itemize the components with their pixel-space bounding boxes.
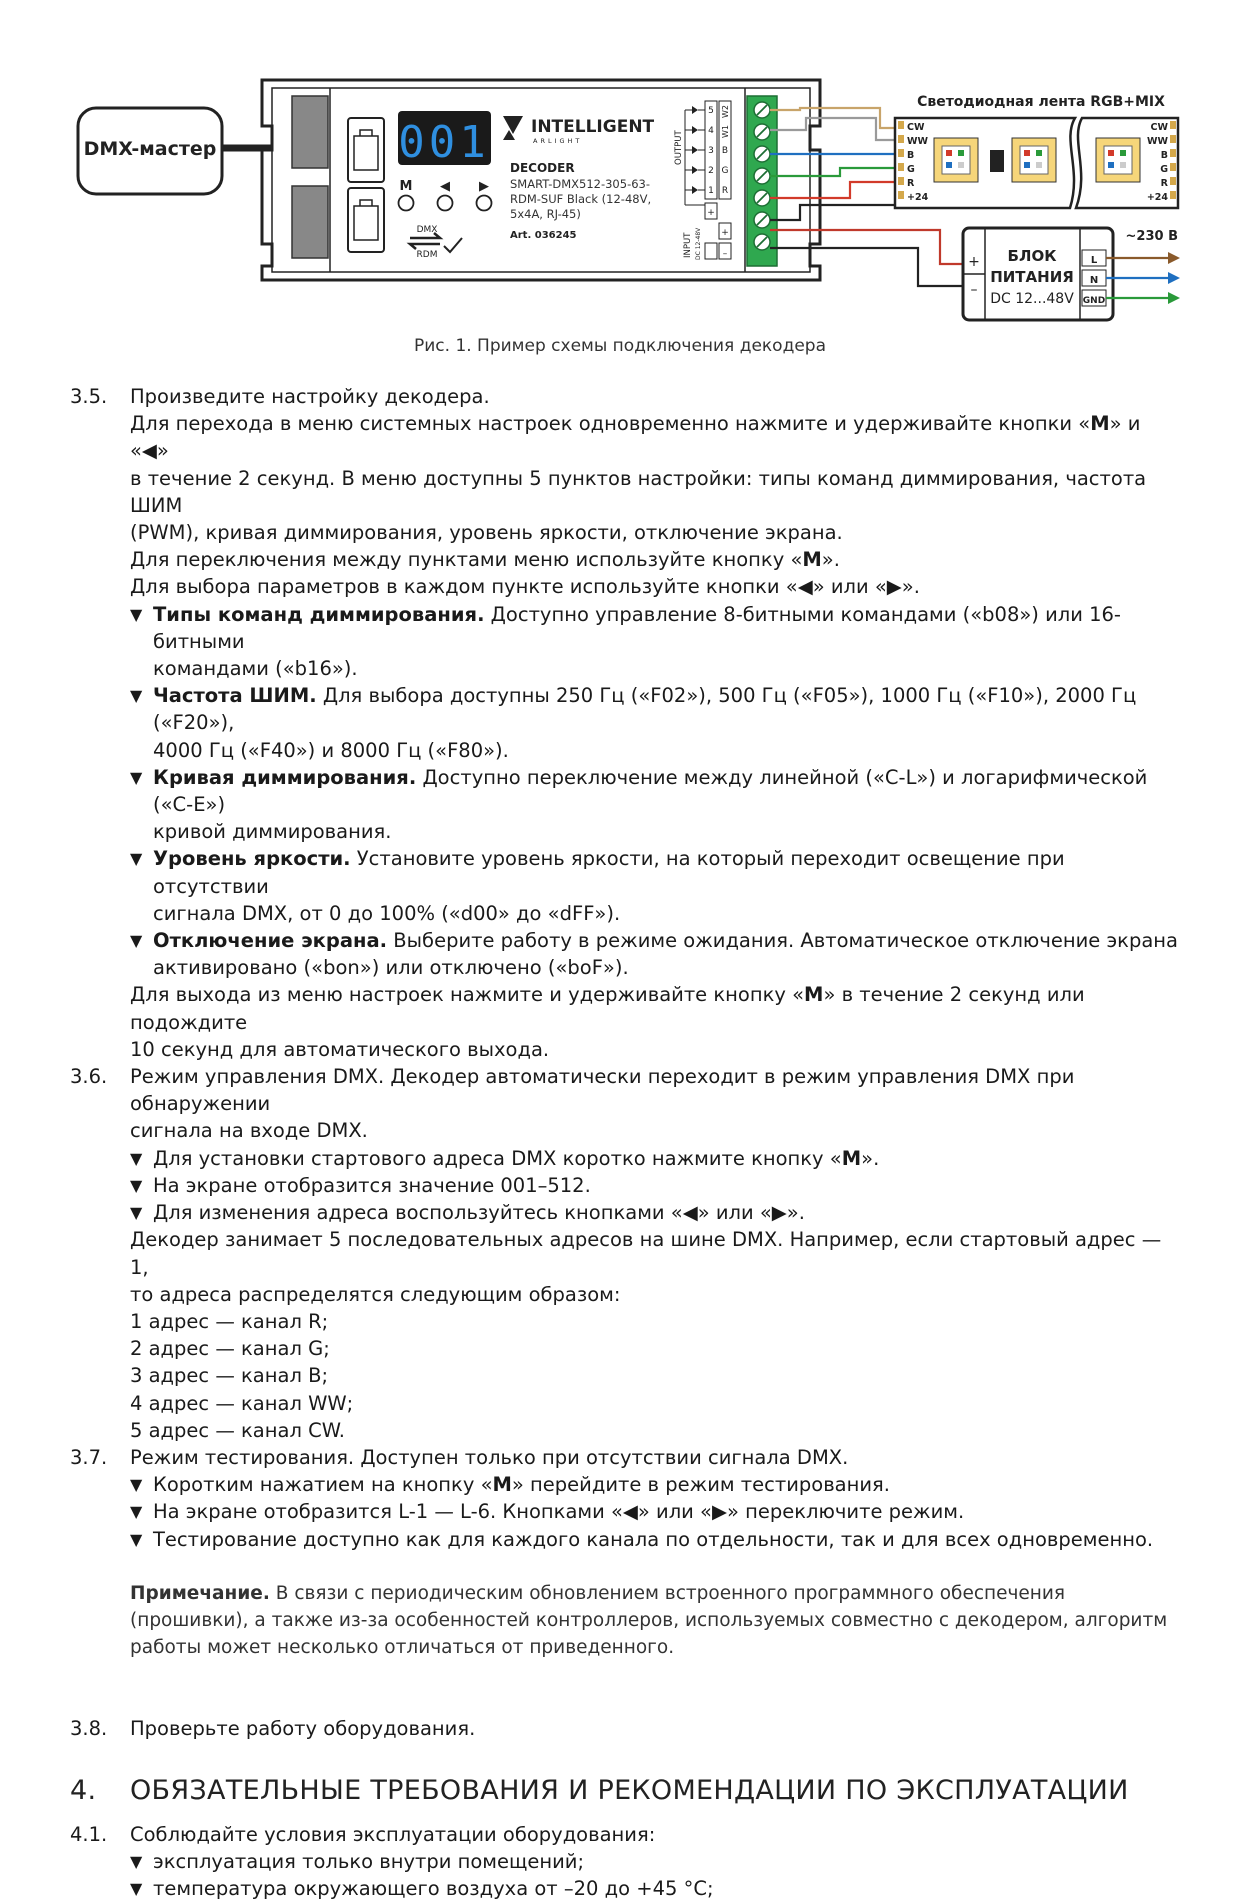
power-supply xyxy=(963,228,1113,320)
strip-pin-right: +24 xyxy=(1146,192,1168,203)
channel-name: W1 xyxy=(721,125,730,138)
psu-title-2: ПИТАНИЯ xyxy=(990,268,1074,286)
paragraph-line: Проверьте работу оборудования. xyxy=(130,1717,476,1741)
note-block: Примечание. В связи с периодическим обновлением встроенного программного обеспечения (прошивки), а также из-за особенностей контроллеров, используемых совместно с декодером, алгоритм работы может несколько отличаться от приведенного. xyxy=(130,1582,1168,1659)
strip-pin-right: WW xyxy=(1147,136,1168,147)
channel-name: W2 xyxy=(721,105,730,118)
paragraph-line: сигнала на входе DMX. xyxy=(130,1119,368,1143)
bullet-item: ▼ Кривая диммирования. Доступно переключение между линейной («C-L») и логарифмической («C-E») кривой диммирования. xyxy=(130,764,1180,846)
paragraph-line: Для переключения между пунктами меню используйте кнопку «M». xyxy=(130,548,840,572)
bullet-item: ▼ Уровень яркости. Установите уровень яркости, на который переходит освещение при отсутствии сигнала DMX, от 0 до 100% («d00» до «dFF»). xyxy=(130,845,1180,927)
psu-title-1: БЛОК xyxy=(1007,247,1057,265)
paragraph-line: 10 секунд для автоматического выхода. xyxy=(130,1037,550,1061)
note-label: Примечание. xyxy=(130,1582,270,1604)
input-label: INPUT xyxy=(683,232,693,258)
wiring-diagram xyxy=(0,0,1240,340)
psu-plus: + xyxy=(968,254,980,270)
bullet-triangle-icon: ▼ xyxy=(130,849,143,869)
strip-pin-right: R xyxy=(1160,178,1168,189)
section-number: 4.1. xyxy=(70,1822,108,1846)
psu-minus: – xyxy=(970,282,978,298)
strip-pin-left: R xyxy=(907,178,915,189)
bullet-triangle-icon: ▼ xyxy=(130,1851,143,1871)
psu-terminal: N xyxy=(1089,275,1099,286)
bullet-item: ▼ На экране отобразится L-1 — L-6. Кнопками «◀» или «▶» переключите режим. xyxy=(130,1498,1180,1525)
bullet-triangle-icon: ▼ xyxy=(130,1475,143,1495)
strip-title: Светодиодная лента RGB+MIX xyxy=(917,94,1165,110)
paragraph-line: Режим тестирования. Доступен только при отсутствии сигнала DMX. xyxy=(130,1445,849,1469)
paragraph-line: в течение 2 секунд. В меню доступны 5 пунктов настройки: типы команд диммирования, частота ШИМ xyxy=(130,466,1147,517)
bullet-item: ▼ Тестирование доступно как для каждого канала по отдельности, так и для всех одновременно. xyxy=(130,1526,1180,1553)
mains-wires xyxy=(1106,252,1180,304)
led-chip-icon xyxy=(1096,138,1140,182)
display-value: 001 xyxy=(398,117,490,168)
dmx-master-label: DMX-мастер xyxy=(83,138,217,160)
strip-pin-left: +24 xyxy=(907,192,929,203)
model-line-1: SMART-DMX512-305-63- xyxy=(510,177,650,191)
bullet-triangle-icon: ▼ xyxy=(130,604,143,624)
input-sub-label: DC 12-48V xyxy=(695,227,702,260)
psu-voltage: DC 12...48V xyxy=(990,291,1074,307)
address-line: 5 адрес — канал CW. xyxy=(130,1418,345,1442)
minus-label: – xyxy=(722,249,728,259)
channel-name: R xyxy=(721,186,729,196)
plus-label: + xyxy=(721,228,729,238)
button-right-label: ▶ xyxy=(479,179,489,194)
paragraph-line: то адреса распределятся следующим образом: xyxy=(130,1282,621,1306)
paragraph-line: Для выбора параметров в каждом пункте используйте кнопки «◀» или «▶». xyxy=(130,575,920,599)
psu-terminal: L xyxy=(1090,255,1098,266)
paragraph-line: (PWM), кривая диммирования, уровень яркости, отключение экрана. xyxy=(130,521,843,545)
address-line: 4 адрес — канал WW; xyxy=(130,1391,354,1415)
bullet-item: ▼ Для изменения адреса воспользуйтесь кнопками «◀» или «▶». xyxy=(130,1199,1180,1226)
bullet-item: ▼ Типы команд диммирования. Доступно управление 8-битными командами («b08») или 16-битными командами («b16»). xyxy=(130,601,1180,683)
bullet-triangle-icon: ▼ xyxy=(130,1878,143,1898)
channel-num: 3 xyxy=(708,146,714,156)
model-line-3: 5x4A, RJ-45) xyxy=(510,207,581,221)
paragraph-line: Для выхода из меню настроек нажмите и удерживайте кнопку «M» в течение 2 секунд или подождите xyxy=(130,983,1085,1034)
section-number: 3.8. xyxy=(70,1717,108,1741)
plus-label: + xyxy=(707,208,715,218)
channel-num: 1 xyxy=(708,186,714,196)
section-3-7 xyxy=(70,1444,1180,1471)
heading-text: ОБЯЗАТЕЛЬНЫЕ ТРЕБОВАНИЯ И РЕКОМЕНДАЦИИ ПО ЭКСПЛУАТАЦИИ xyxy=(130,1774,1129,1806)
section-3-5 xyxy=(70,383,1180,410)
bullet-item: ▼ Отключение экрана. Выберите работу в режиме ожидания. Автоматическое отключение экрана активировано («bon») или отключено («boF»). xyxy=(130,927,1180,981)
bullet-triangle-icon: ▼ xyxy=(130,767,143,787)
output-label: OUTPUT xyxy=(674,130,684,165)
bullet-triangle-icon: ▼ xyxy=(130,1175,143,1195)
button-right xyxy=(477,196,492,211)
button-m-label: M xyxy=(399,179,413,194)
section-4-1 xyxy=(70,1821,1180,1848)
paragraph-line: Для перехода в меню системных настроек одновременно нажмите и удерживайте кнопки «M» и «◀» xyxy=(130,412,1141,463)
led-chip-icon xyxy=(934,138,978,182)
bullet-triangle-icon: ▼ xyxy=(130,1148,143,1168)
terminal-block xyxy=(747,96,777,266)
address-line: 3 адрес — канал B; xyxy=(130,1364,329,1388)
bullet-triangle-icon: ▼ xyxy=(130,1502,143,1522)
address-line: 2 адрес — канал G; xyxy=(130,1337,330,1361)
bullet-triangle-icon: ▼ xyxy=(130,1529,143,1549)
bullet-item: ▼ Коротким нажатием на кнопку «M» перейдите в режим тестирования. xyxy=(130,1471,1180,1498)
paragraph-line: Режим управления DMX. Декодер автоматически переходит в режим управления DMX при обнаружении xyxy=(130,1065,1075,1116)
channel-num: 4 xyxy=(708,126,714,136)
strip-pin-right: CW xyxy=(1150,122,1168,133)
bullet-item: ▼ На экране отобразится значение 001–512. xyxy=(130,1172,1180,1199)
address-line: 1 адрес — канал R; xyxy=(130,1309,329,1333)
bullet-item: ▼ температура окружающего воздуха от –20 до +45 °C; xyxy=(130,1875,1180,1902)
led-strip xyxy=(895,118,1178,208)
bullet-triangle-icon: ▼ xyxy=(130,931,143,951)
button-left xyxy=(438,196,453,211)
strip-pin-left: CW xyxy=(907,122,925,133)
mains-label: ~230 В xyxy=(1125,229,1178,244)
led-chip-icon xyxy=(1012,138,1056,182)
bullet-item: ▼ Частота ШИМ. Для выбора доступны 250 Гц («F02»), 500 Гц («F05»), 1000 Гц («F10»), 2000 Гц («F20»), 4000 Гц («F40») и 8000 Гц («F80»). xyxy=(130,682,1180,764)
section-3-8 xyxy=(70,1715,1180,1742)
section-3-6 xyxy=(70,1063,1180,1117)
strip-pin-right: G xyxy=(1160,164,1168,175)
channel-name: B xyxy=(721,146,729,156)
psu-terminal: GND xyxy=(1082,296,1106,306)
bullet-item: ▼ эксплуатация только внутри помещений; xyxy=(130,1848,1180,1875)
rdm-indicator-label: RDM xyxy=(416,250,438,260)
section-number: 3.7. xyxy=(70,1445,108,1469)
paragraph-line: Декодер занимает 5 последовательных адресов на шине DMX. Например, если стартовый адрес — 1, xyxy=(130,1228,1162,1279)
figure-caption: Рис. 1. Пример схемы подключения декодера xyxy=(413,336,826,356)
bullet-item: ▼ Для установки стартового адреса DMX коротко нажмите кнопку «M». xyxy=(130,1145,1180,1172)
device-type: DECODER xyxy=(510,161,575,175)
dmx-indicator-label: DMX xyxy=(416,225,438,235)
brand-name: INTELLIGENT xyxy=(531,117,655,137)
brand-sub: ARLIGHT xyxy=(533,137,583,145)
article-number: Art. 036245 xyxy=(510,230,577,241)
strip-pin-left: WW xyxy=(907,136,928,147)
strip-pin-left: B xyxy=(907,150,915,161)
section-number: 3.6. xyxy=(70,1065,108,1089)
bullet-triangle-icon: ▼ xyxy=(130,686,143,706)
button-left-label: ◀ xyxy=(440,179,450,194)
channel-num: 5 xyxy=(708,106,714,116)
paragraph-line: Соблюдайте условия эксплуатации оборудования: xyxy=(130,1822,656,1846)
section-number: 3.5. xyxy=(70,385,108,408)
button-m xyxy=(399,196,414,211)
channel-num: 2 xyxy=(708,166,714,176)
model-line-2: RDM-SUF Black (12-48V, xyxy=(510,192,652,206)
document-body xyxy=(70,383,1180,1902)
channel-name: G xyxy=(721,166,729,176)
strip-pin-right: B xyxy=(1160,150,1168,161)
section-title: Произведите настройку декодера. xyxy=(130,385,490,408)
strip-pin-left: G xyxy=(907,164,915,175)
heading-number: 4. xyxy=(70,1774,97,1806)
section-4-heading xyxy=(70,1773,1180,1809)
bullet-triangle-icon: ▼ xyxy=(130,1203,143,1223)
